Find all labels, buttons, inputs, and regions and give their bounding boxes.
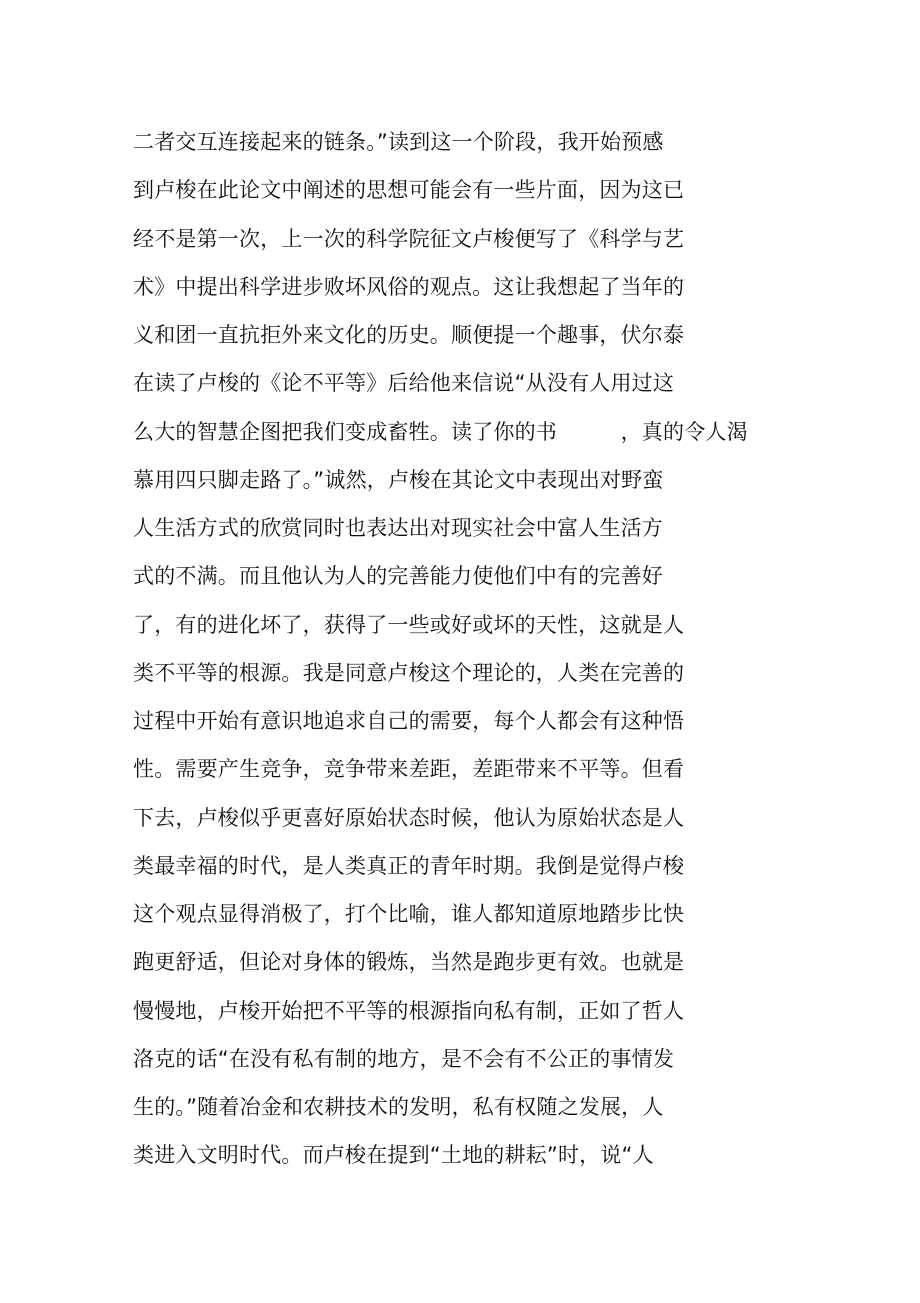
text-line-8: 慕用四只脚走路了。”诚然，卢梭在其论文中表现出对野蛮 — [133, 467, 664, 492]
text-line-7: 么大的智慧企图把我们变成畜牲。读了你的书 ，真的令人渴 — [133, 419, 748, 444]
text-line-5: 义和团一直抗拒外来文化的历史。顺便提一个趣事，伏尔泰 — [133, 323, 685, 347]
text-line-4: 术》中提出科学进步败坏风俗的观点。这让我想起了当年的 — [133, 274, 685, 299]
text-line-1: 二者交互连接起来的链条。”读到这一个阶段，我开始预感 — [133, 130, 664, 154]
text-line-14: 性。需要产生竞争，竞争带来差距，差距带来不平等。但看 — [133, 757, 685, 782]
text-line-18: 跑更舒适，但论对身体的锻炼，当然是跑步更有效。也就是 — [133, 950, 685, 975]
text-line-22: 类进入文明时代。而卢梭在提到“土地的耕耘”时，说“人 — [133, 1143, 654, 1168]
text-line-20: 洛克的话“在没有私有制的地方，是不会有不公正的事情发 — [133, 1046, 675, 1071]
text-line-21: 生的。”随着冶金和农耕技术的发明，私有权随之发展，人 — [133, 1095, 664, 1119]
text-line-2: 到卢梭在此论文中阐述的思想可能会有一些片面，因为这已 — [133, 178, 685, 203]
text-line-6: 在读了卢梭的《论不平等》后给他来信说“从没有人用过这 — [133, 371, 675, 396]
text-line-9: 人生活方式的欣赏同时也表达出对现实社会中富人生活方 — [133, 516, 663, 540]
body-text — [133, 118, 793, 1180]
text-line-15: 下去，卢梭似乎更喜好原始状态时候，他认为原始状态是人 — [133, 805, 685, 830]
text-line-16: 类最幸福的时代，是人类真正的青年时期。我倒是觉得卢梭 — [133, 853, 685, 878]
text-line-10: 式的不满。而且他认为人的完善能力使他们中有的完善好 — [133, 564, 663, 589]
text-line-17: 这个观点显得消极了，打个比喻，谁人都知道原地踏步比快 — [133, 902, 685, 926]
text-line-19: 慢慢地，卢梭开始把不平等的根源指向私有制，正如了哲人 — [133, 998, 685, 1023]
text-line-3: 经不是第一次，上一次的科学院征文卢梭便写了《科学与艺 — [133, 226, 685, 251]
text-line-13: 过程中开始有意识地追求自己的需要，每个人都会有这种悟 — [133, 709, 685, 733]
text-line-12: 类不平等的根源。我是同意卢梭这个理论的，人类在完善的 — [133, 660, 685, 685]
text-line-11: 了，有的进化坏了，获得了一些或好或坏的天性，这就是人 — [133, 612, 685, 637]
